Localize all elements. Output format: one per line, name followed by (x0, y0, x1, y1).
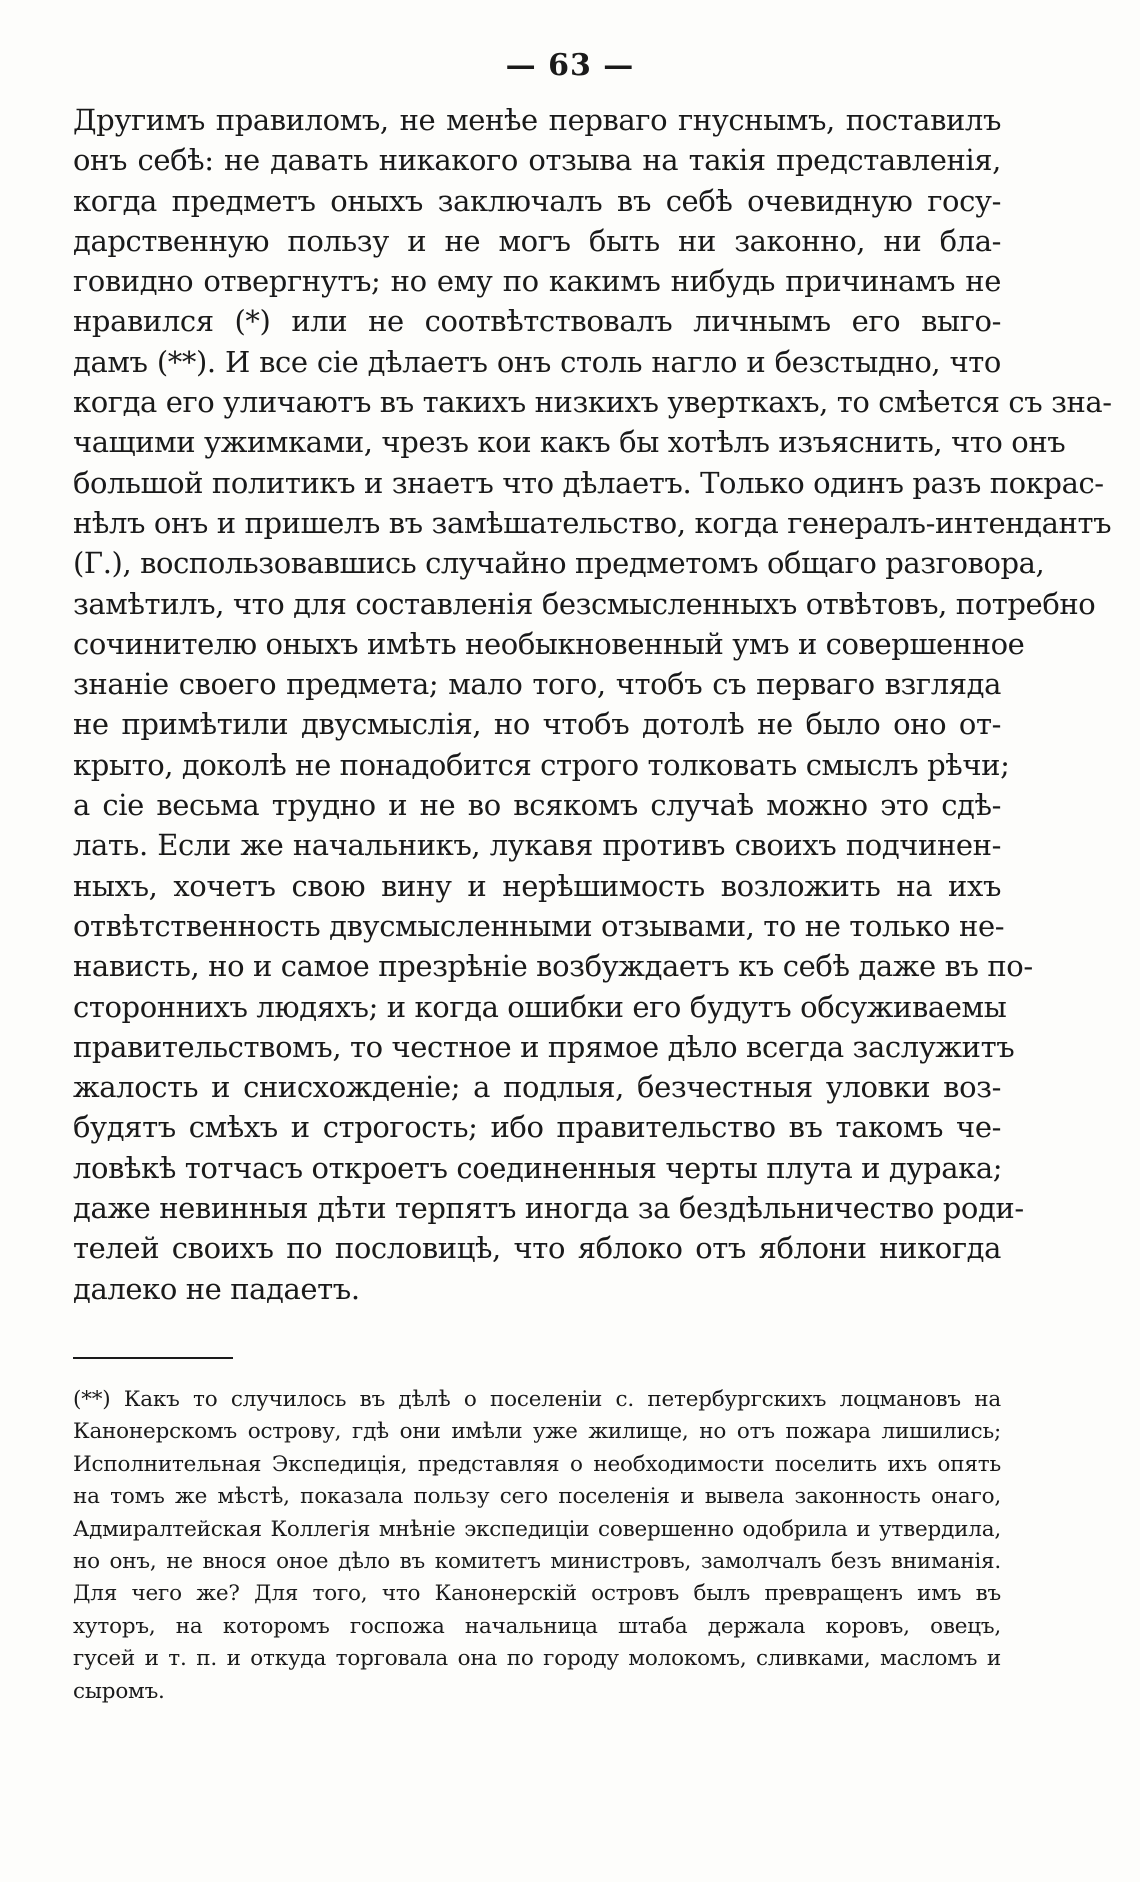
text-line: когда его уличаютъ въ такихъ низкихъ уверткахъ, то смѣется съ зна- (73, 385, 1112, 420)
text-line: правительствомъ, то честное и прямое дѣло всегда заслужитъ (73, 1029, 1015, 1064)
text-line: даже невинныя дѣти терпятъ иногда за бездѣльничество роди- (73, 1191, 1024, 1226)
text-line: нависть, но и самое презрѣніе возбуждаетъ къ себѣ даже въ по- (73, 949, 1033, 984)
footnote-line: Для чего же? Для того, что Канонерскій островъ былъ превращенъ имъ въ (73, 1581, 1001, 1607)
footnote-line: хуторъ, на которомъ госпожа начальница штаба держала коровъ, овецъ, (73, 1613, 1001, 1639)
footnote-line: Исполнительная Экспедиція, представляя о необходимости поселить ихъ опять (73, 1451, 1001, 1477)
text-line: стороннихъ людяхъ; и когда ошибки его будутъ обсуживаемы (73, 989, 1007, 1024)
footnote-line: Канонерскомъ острову, гдѣ они имѣли уже жилище, но отъ пожара лишились; (73, 1419, 1001, 1445)
text-line: жалость и снисхожденіе; а подлыя, безчестныя уловки воз- (73, 1070, 1001, 1105)
page-number: — 63 — (505, 48, 635, 83)
footnote (73, 1384, 1001, 1708)
text-line: ловѣкѣ тотчасъ откроетъ соединенныя черты плута и дурака; (73, 1150, 1003, 1185)
footnote-line: но онъ, не внося оное дѣло въ комитетъ министровъ, замолчалъ безъ вниманія. (73, 1548, 1001, 1574)
text-line: дамъ (**). И все сіе дѣлаетъ онъ столь нагло и безстыдно, что (73, 344, 1001, 379)
text-line: замѣтилъ, что для составленія безсмысленныхъ отвѣтовъ, потребно (73, 586, 1096, 621)
text-line: (Г.), воспользовавшись случайно предметомъ общаго разговора, (73, 546, 1045, 581)
text-line: лать. Если же начальникъ, лукавя противъ своихъ подчинен- (73, 828, 1001, 863)
text-line: говидно отвергнутъ; но ему по какимъ нибудь причинамъ не (73, 264, 1001, 299)
text-line: а сіе весьма трудно и не во всякомъ случаѣ можно это сдѣ- (73, 788, 1001, 823)
footnote-line: сыромъ. (73, 1678, 165, 1704)
text-line: онъ себѣ: не давать никакого отзыва на такія представленія, (73, 143, 1001, 178)
footnote-line: на томъ же мѣстѣ, показала пользу сего поселенія и вывела законность онаго, (73, 1484, 1001, 1510)
text-line: чащими ужимками, чрезъ кои какъ бы хотѣлъ изъяснить, что онъ (73, 425, 1066, 460)
text-line: сочинителю оныхъ имѣть необыкновенный умъ и совершенное (73, 626, 1025, 661)
footnote-line: (**) Какъ то случилось въ дѣлѣ о поселеніи с. петербургскихъ лоцмановъ на (73, 1387, 1001, 1412)
text-line: ныхъ, хочетъ свою вину и нерѣшимость возложить на ихъ (73, 868, 1001, 903)
text-line: крыто, доколѣ не понадобится строго толковать смыслъ рѣчи; (73, 747, 1010, 782)
text-line: большой политикъ и знаетъ что дѣлаетъ. Только одинъ разъ покрас- (73, 465, 1104, 500)
footnote-separator (73, 1357, 233, 1359)
text-line: нравился (*) или не соотвѣтствовалъ личнымъ его выго- (73, 304, 1001, 339)
text-line: далеко не падаетъ. (73, 1271, 360, 1306)
text-line: нѣлъ онъ и пришелъ въ замѣшательство, когда генералъ-интендантъ (73, 505, 1112, 540)
text-line: когда предметъ оныхъ заключалъ въ себѣ очевидную госу- (73, 183, 1001, 218)
text-line: Другимъ правиломъ, не менѣе перваго гнуснымъ, поставилъ (73, 103, 1001, 137)
text-line: дарственную пользу и не могъ быть ни законно, ни бла- (73, 223, 1001, 258)
text-line: отвѣтственность двусмысленными отзывами, то не только не- (73, 908, 1005, 943)
footnote-line: Адмиралтейская Коллегія мнѣніе экспедиціи совершенно одобрила и утвердила, (73, 1516, 1001, 1542)
text-line: не примѣтили двусмыслія, но чтобъ дотолѣ не было оно от- (73, 707, 1001, 742)
text-line: знаніе своего предмета; мало того, чтобъ съ перваго взгляда (73, 667, 1001, 702)
footnote-line: гусей и т. п. и откуда торговала она по городу молокомъ, сливками, масломъ и (73, 1646, 1001, 1672)
main-text (73, 100, 1112, 1309)
text-line: будятъ смѣхъ и строгость; ибо правительство въ такомъ че- (73, 1110, 1001, 1145)
text-line: телей своихъ по пословицѣ, что яблоко отъ яблони никогда (73, 1231, 1001, 1266)
